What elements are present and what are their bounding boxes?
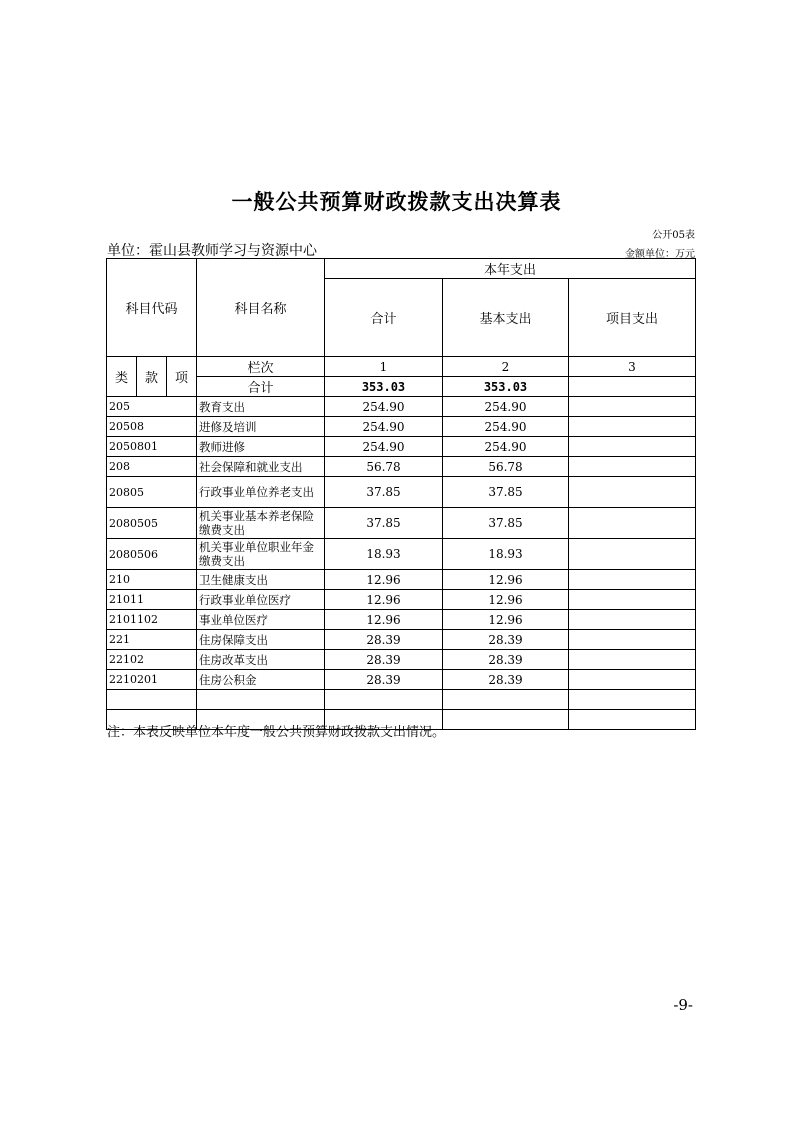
cell-total: 254.90 xyxy=(325,397,443,417)
cell-total: 12.96 xyxy=(325,590,443,610)
cell-project xyxy=(569,508,696,539)
cell-project xyxy=(569,397,696,417)
table-row xyxy=(107,690,696,710)
cell-basic: 37.85 xyxy=(443,477,569,508)
table-row xyxy=(107,670,696,690)
cell-basic: 28.39 xyxy=(443,630,569,650)
cell-total: 254.90 xyxy=(325,417,443,437)
cell-total: 28.39 xyxy=(325,630,443,650)
header-xiang: 项 xyxy=(167,357,197,397)
cell-total: 18.93 xyxy=(325,539,443,570)
cell-total: 56.78 xyxy=(325,457,443,477)
column-index-2: 2 xyxy=(443,357,569,377)
cell-name: 行政事业单位医疗 xyxy=(197,590,325,610)
table-row xyxy=(107,417,696,437)
cell-name: 教师进修 xyxy=(197,437,325,457)
table-row xyxy=(107,570,696,590)
cell-project xyxy=(569,457,696,477)
cell-code: 20805 xyxy=(107,477,197,508)
cell-project xyxy=(569,477,696,508)
cell-project xyxy=(569,710,696,730)
column-index-label: 栏次 xyxy=(197,357,325,377)
cell-name: 机关事业基本养老保险缴费支出 xyxy=(197,508,325,539)
cell-basic: 18.93 xyxy=(443,539,569,570)
table-row xyxy=(107,477,696,508)
cell-project xyxy=(569,570,696,590)
table-row xyxy=(107,630,696,650)
cell-code: 210 xyxy=(107,570,197,590)
cell-project xyxy=(569,670,696,690)
cell-basic xyxy=(443,710,569,730)
cell-basic: 28.39 xyxy=(443,670,569,690)
unit-label: 单位：霍山县教师学习与资源中心 xyxy=(107,243,317,259)
header-project: 项目支出 xyxy=(569,279,696,357)
cell-basic: 37.85 xyxy=(443,508,569,539)
header-lei: 类 xyxy=(107,357,137,397)
page-number: -9- xyxy=(673,996,693,1014)
sum-label: 合计 xyxy=(197,377,325,397)
cell-project xyxy=(569,630,696,650)
cell-total: 12.96 xyxy=(325,610,443,630)
table-row xyxy=(107,539,696,570)
table-row xyxy=(107,590,696,610)
cell-code: 2080505 xyxy=(107,508,197,539)
cell-basic: 56.78 xyxy=(443,457,569,477)
header-year-expenditure: 本年支出 xyxy=(325,259,696,279)
cell-project xyxy=(569,650,696,670)
table-row xyxy=(107,457,696,477)
cell-basic: 254.90 xyxy=(443,397,569,417)
cell-code: 205 xyxy=(107,397,197,417)
cell-total: 37.85 xyxy=(325,477,443,508)
cell-name: 事业单位医疗 xyxy=(197,610,325,630)
header-basic: 基本支出 xyxy=(443,279,569,357)
cell-name: 住房公积金 xyxy=(197,670,325,690)
cell-name: 机关事业单位职业年金缴费支出 xyxy=(197,539,325,570)
cell-code: 208 xyxy=(107,457,197,477)
cell-basic xyxy=(443,690,569,710)
cell-code xyxy=(107,690,197,710)
cell-name: 社会保障和就业支出 xyxy=(197,457,325,477)
cell-code: 2210201 xyxy=(107,670,197,690)
cell-project xyxy=(569,590,696,610)
cell-name xyxy=(197,690,325,710)
table-row xyxy=(107,610,696,630)
cell-basic: 12.96 xyxy=(443,610,569,630)
table-row xyxy=(107,650,696,670)
cell-total: 28.39 xyxy=(325,670,443,690)
cell-basic: 254.90 xyxy=(443,437,569,457)
table-row xyxy=(107,508,696,539)
cell-total: 254.90 xyxy=(325,437,443,457)
cell-project xyxy=(569,417,696,437)
cell-total: 28.39 xyxy=(325,650,443,670)
sum-project xyxy=(569,377,696,397)
document-title: 一般公共预算财政拨款支出决算表 xyxy=(231,190,562,214)
cell-project xyxy=(569,437,696,457)
cell-basic: 254.90 xyxy=(443,417,569,437)
table-row xyxy=(107,397,696,417)
cell-code: 2080506 xyxy=(107,539,197,570)
sum-total: 353.03 xyxy=(325,377,443,397)
cell-total: 37.85 xyxy=(325,508,443,539)
cell-project xyxy=(569,539,696,570)
cell-project xyxy=(569,610,696,630)
header-code: 科目代码 xyxy=(107,259,197,357)
cell-code: 221 xyxy=(107,630,197,650)
cell-name: 卫生健康支出 xyxy=(197,570,325,590)
cell-code: 2050801 xyxy=(107,437,197,457)
table-note: 注：本表反映单位本年度一般公共预算财政拨款支出情况。 xyxy=(107,725,446,740)
cell-name: 住房保障支出 xyxy=(197,630,325,650)
cell-total xyxy=(325,690,443,710)
header-name: 科目名称 xyxy=(197,259,325,357)
cell-project xyxy=(569,690,696,710)
column-index-3: 3 xyxy=(569,357,696,377)
currency-unit-label: 金额单位：万元 xyxy=(625,249,695,260)
header-total: 合计 xyxy=(325,279,443,357)
sum-basic: 353.03 xyxy=(443,377,569,397)
cell-basic: 28.39 xyxy=(443,650,569,670)
expenditure-table xyxy=(106,258,696,730)
column-index-1: 1 xyxy=(325,357,443,377)
cell-code: 20508 xyxy=(107,417,197,437)
cell-name: 行政事业单位养老支出 xyxy=(197,477,325,508)
cell-name: 教育支出 xyxy=(197,397,325,417)
cell-code: 22102 xyxy=(107,650,197,670)
cell-name: 进修及培训 xyxy=(197,417,325,437)
cell-total: 12.96 xyxy=(325,570,443,590)
cell-code: 2101102 xyxy=(107,610,197,630)
form-number: 公开05表 xyxy=(652,230,695,241)
cell-basic: 12.96 xyxy=(443,590,569,610)
cell-code: 21011 xyxy=(107,590,197,610)
cell-name: 住房改革支出 xyxy=(197,650,325,670)
cell-basic: 12.96 xyxy=(443,570,569,590)
table-row xyxy=(107,437,696,457)
header-kuan: 款 xyxy=(137,357,167,397)
